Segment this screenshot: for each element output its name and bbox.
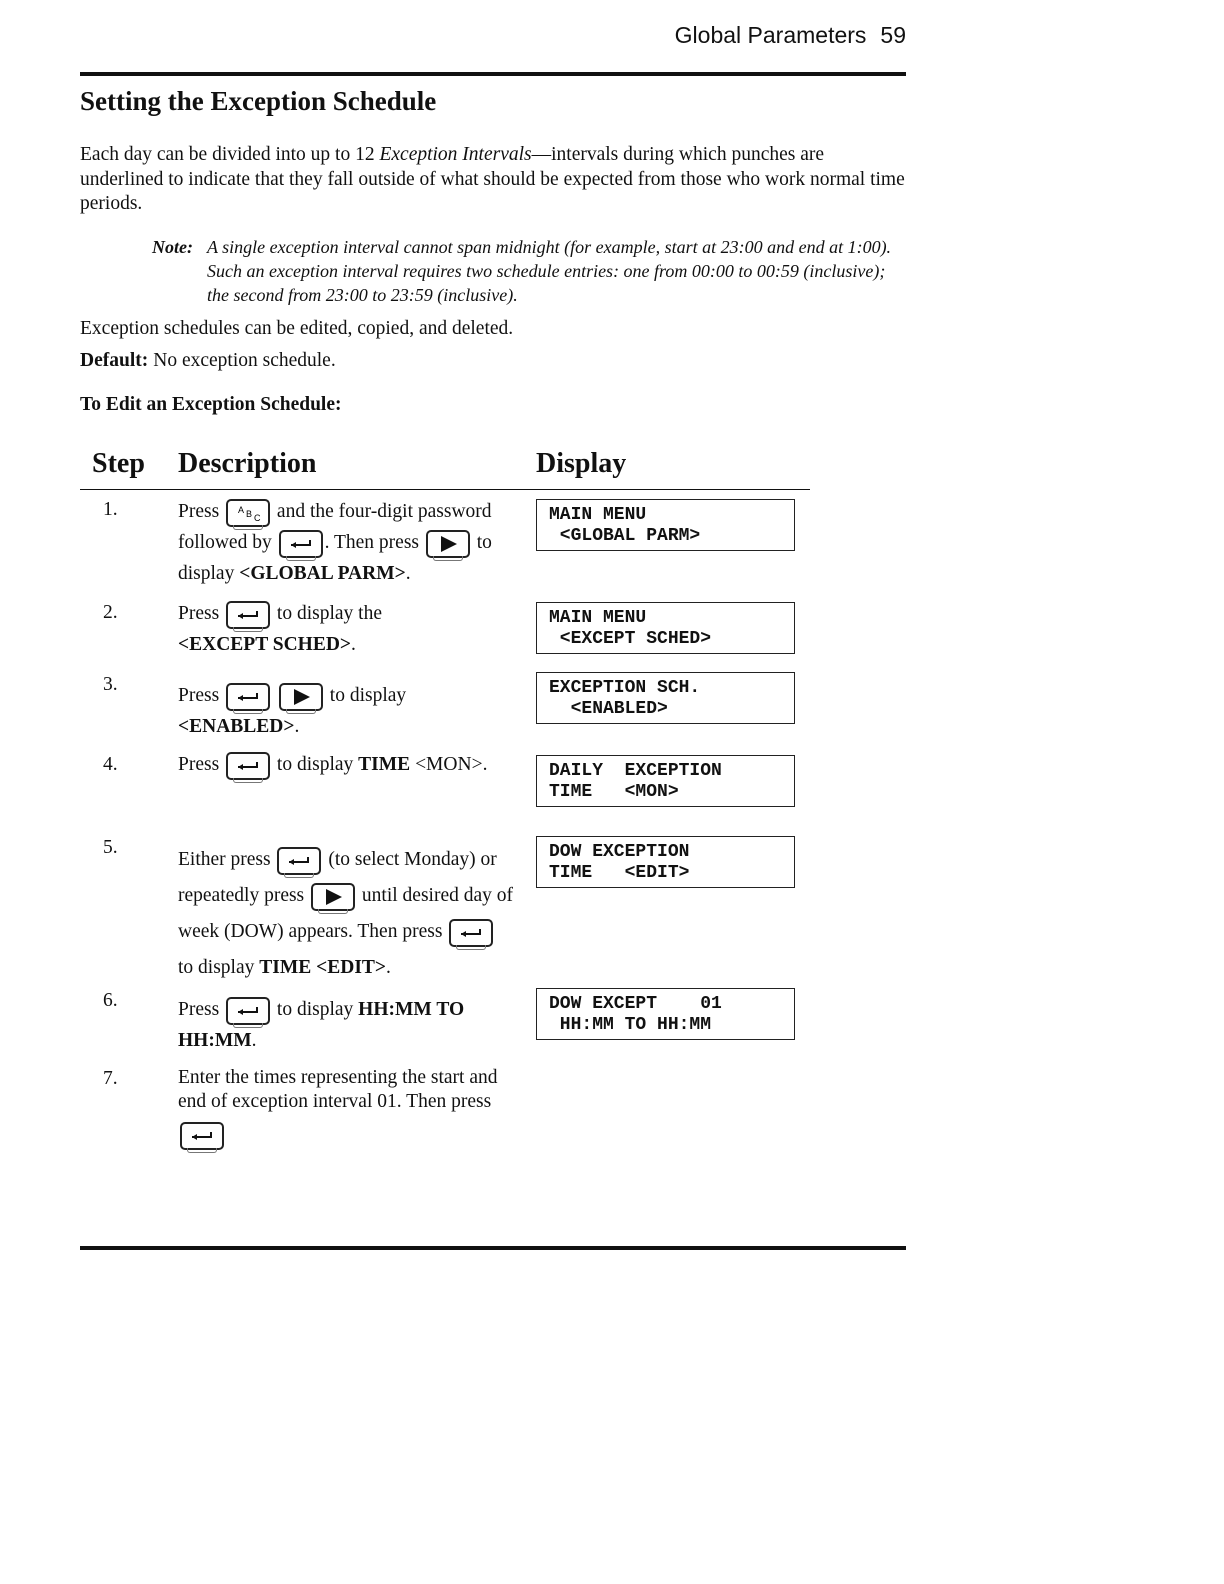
right-arrow-key-icon xyxy=(279,683,323,711)
step-number: 4. xyxy=(103,754,118,775)
note-text: A single exception interval cannot span midnight (for example, start at 23:00 and end at 1:00). Such an exception interval requires two schedule entries: one from 00:00 to 00:59 (inclusive); the second from 23:00 to 23:59 (inclusive). xyxy=(207,237,892,305)
step-text: . xyxy=(351,634,356,655)
step-text: to display the xyxy=(276,603,382,624)
step-number: 5. xyxy=(103,837,118,858)
intro-paragraph xyxy=(80,143,906,217)
lcd-line-1: MAIN MENU xyxy=(549,505,647,525)
lcd-line-2: TIME <EDIT> xyxy=(549,863,690,883)
enter-key-icon xyxy=(226,601,270,629)
lcd-display xyxy=(536,988,795,1040)
column-header-description: Description xyxy=(178,448,317,479)
step-text: Either press xyxy=(178,849,271,870)
enter-key-icon xyxy=(449,919,493,947)
lcd-line-1: DAILY EXCEPTION xyxy=(549,761,722,781)
step-number: 6. xyxy=(103,990,118,1011)
step-bold-text: HH:MM TO HH:MM xyxy=(178,999,465,1051)
step-description xyxy=(178,1066,514,1150)
svg-text:C: C xyxy=(254,512,261,523)
step-text: to display xyxy=(329,685,407,706)
step-text: to display xyxy=(178,532,492,584)
step-bold-text: TIME xyxy=(358,754,411,775)
step-text: . xyxy=(405,563,411,584)
default-text xyxy=(80,350,336,372)
column-header-display: Display xyxy=(536,448,627,479)
step-text: Press xyxy=(178,685,220,706)
lcd-line-1: MAIN MENU xyxy=(549,608,647,628)
abc-key-icon xyxy=(226,499,270,527)
intro-term: Exception Intervals xyxy=(379,144,532,165)
lcd-line-2: TIME <MON> xyxy=(549,782,679,802)
default-label: Default: xyxy=(80,350,149,371)
step-text: Enter the times representing the start and end of exception interval 01. Then press xyxy=(178,1067,498,1112)
right-arrow-key-icon xyxy=(426,530,470,558)
intro-before: Each day can be divided into up to 12 xyxy=(80,144,380,165)
step-bold-text: <EXCEPT SCHED> xyxy=(178,634,352,655)
lcd-display xyxy=(536,755,795,807)
step-number: 7. xyxy=(103,1068,118,1089)
column-header-step: Step xyxy=(92,448,145,479)
procedure-title: To Edit an Exception Schedule: xyxy=(80,394,342,415)
header-title: Global Parameters xyxy=(674,22,867,48)
enter-key-icon xyxy=(226,997,270,1025)
right-arrow-key-icon xyxy=(311,883,355,911)
step-text: . xyxy=(386,957,391,978)
step-text: until desired day of week (DOW) appears. Then press xyxy=(178,885,513,942)
page-number: 59 xyxy=(880,22,906,48)
step-text: (to select Monday) or repeatedly press xyxy=(178,849,497,906)
lcd-display xyxy=(536,836,795,888)
note xyxy=(152,235,906,307)
lcd-line-2: HH:MM TO HH:MM xyxy=(549,1015,712,1035)
lcd-display xyxy=(536,672,795,724)
section-title: Setting the Exception Schedule xyxy=(80,86,437,116)
bottom-rule xyxy=(80,1246,906,1250)
table-rule xyxy=(80,489,810,490)
step-description xyxy=(178,680,514,742)
step-text: Press xyxy=(178,501,220,522)
step-text: Press xyxy=(178,999,220,1020)
step-text: to display xyxy=(276,754,354,775)
step-description xyxy=(178,842,514,986)
enter-key-icon xyxy=(226,683,270,711)
intro-after: —intervals during which punches are underlined to indicate that they fall outside of what should be expected from those who work normal time periods. xyxy=(80,144,905,214)
enter-key-icon xyxy=(279,530,323,558)
step-description xyxy=(178,749,514,780)
note-label: Note: xyxy=(152,237,193,257)
step-description xyxy=(178,598,514,660)
step-description xyxy=(178,496,514,589)
svg-text:A: A xyxy=(238,504,245,515)
step-number: 3. xyxy=(103,674,118,695)
step-text: <MON> xyxy=(415,754,483,775)
step-number: 2. xyxy=(103,602,118,623)
lcd-line-2: <EXCEPT SCHED> xyxy=(549,629,712,649)
step-number: 1. xyxy=(103,499,118,520)
step-text: to display xyxy=(178,957,255,978)
lcd-line-1: EXCEPTION SCH. xyxy=(549,678,701,698)
step-text: . xyxy=(482,754,488,775)
lcd-display xyxy=(536,602,795,654)
lcd-line-1: DOW EXCEPT 01 xyxy=(549,994,722,1014)
lcd-line-1: DOW EXCEPTION xyxy=(549,842,690,862)
step-text: . xyxy=(294,716,300,737)
enter-key-icon xyxy=(277,847,321,875)
enter-key-icon xyxy=(226,752,270,780)
step-text: . xyxy=(251,1030,257,1051)
step-description xyxy=(178,994,514,1056)
step-bold-text: <GLOBAL PARM> xyxy=(239,563,406,584)
lcd-line-2: <ENABLED> xyxy=(549,699,668,719)
lcd-display xyxy=(536,499,795,551)
step-text: Press xyxy=(178,603,220,624)
lcd-line-2: <GLOBAL PARM> xyxy=(549,526,701,546)
step-text: Press xyxy=(178,754,220,775)
step-bold-text: TIME <EDIT> xyxy=(259,957,387,978)
default-value: No exception schedule. xyxy=(153,350,336,371)
step-text: and the four-digit password followed by xyxy=(178,501,492,553)
top-rule xyxy=(80,72,906,76)
operations-text: Exception schedules can be edited, copied, and deleted. xyxy=(80,318,514,339)
step-text: to display xyxy=(276,999,354,1020)
step-bold-text: <ENABLED> xyxy=(178,716,295,737)
step-text: . Then press xyxy=(324,532,419,553)
enter-key-icon xyxy=(180,1122,224,1150)
svg-text:B: B xyxy=(246,508,253,519)
running-header xyxy=(675,22,906,49)
